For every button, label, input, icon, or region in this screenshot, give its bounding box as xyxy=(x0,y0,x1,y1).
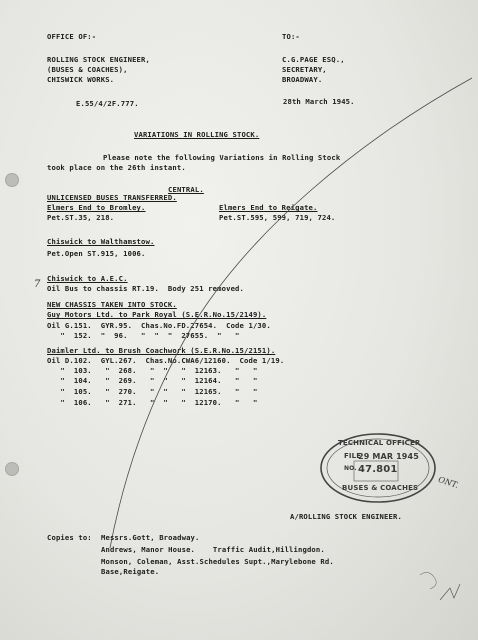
stamp-no-label: NO. xyxy=(344,465,357,472)
chassis-row: " 105. " 270. " " " 12165. " " xyxy=(47,387,258,396)
intro-line: took place on the 26th instant. xyxy=(47,163,186,172)
section-heading-unlicensed: UNLICENSED BUSES TRANSFERRED. xyxy=(47,193,177,202)
section-heading-central: CENTRAL. xyxy=(168,185,204,194)
to-label: TO:- xyxy=(282,32,300,41)
document-title: VARIATIONS IN ROLLING STOCK. xyxy=(134,130,260,139)
copies-line: Monson, Coleman, Asst.Schedules Supt.,Marylebone Rd. xyxy=(101,557,334,566)
chassis-row: " 103. " 268. " " " 12163. " " xyxy=(47,366,258,375)
transfer-route: Elmers End to Bromley. xyxy=(47,203,146,212)
from-line: (BUSES & COACHES), xyxy=(47,65,128,74)
stamp-bottom-text: BUSES & COACHES xyxy=(342,484,419,492)
chassis-row: " 152. " 96. " " " 27655. " " xyxy=(47,331,240,340)
copies-line: Messrs.Gott, Broadway. xyxy=(101,533,200,542)
chassis-row: " 106. " 271. " " " 12170. " " xyxy=(47,398,258,407)
transfer-route: Chiswick to A.E.C. xyxy=(47,274,128,283)
from-line: CHISWICK WORKS. xyxy=(47,75,115,84)
transfer-route: Chiswick to Walthamstow. xyxy=(47,237,155,246)
chassis-row: Oil D.102. GYL.267. Chas.No.CWA6/12160. Code 1/19. xyxy=(47,356,285,365)
transfer-details: Pet.ST.595, 599, 719, 724. xyxy=(219,213,336,222)
chassis-row: Oil G.151. GYR.95. Chas.No.FD.27654. Code 1/30. xyxy=(47,321,271,330)
stamp-note: ONT. xyxy=(437,474,460,491)
copies-line: Base,Reigate. xyxy=(101,567,160,576)
section-heading-new-chassis: NEW CHASSIS TAKEN INTO STOCK. xyxy=(47,300,177,309)
from-label: OFFICE OF:- xyxy=(47,32,97,41)
signature-line: A/ROLLING STOCK ENGINEER. xyxy=(290,512,402,521)
to-line: C.G.PAGE ESQ., xyxy=(282,55,345,64)
reference-number: E.55/4/2F.777. xyxy=(76,99,139,108)
to-line: SECRETARY, xyxy=(282,65,327,74)
chassis-row: " 104. " 269. " " " 12164. " " xyxy=(47,376,258,385)
copies-line: Andrews, Manor House. Traffic Audit,Hillingdon. xyxy=(101,545,325,554)
received-stamp xyxy=(318,431,438,505)
stamp-file-label: FILE xyxy=(344,452,362,460)
to-line: BROADWAY. xyxy=(282,75,323,84)
transfer-details: Pet.ST.35, 218. xyxy=(47,213,115,222)
daimler-heading: Daimler Ltd. to Brush Coachwork (S.E.R.No.15/2151). xyxy=(47,346,276,355)
guy-heading: Guy Motors Ltd. to Park Royal (S.E.R.No.15/2149). xyxy=(47,310,267,319)
stamp-top-text: TECHNICAL OFFICER xyxy=(338,439,421,447)
transfer-details: Pet.Open ST.915, 1006. xyxy=(47,249,146,258)
copies-label: Copies to: xyxy=(47,533,92,542)
from-line: ROLLING STOCK ENGINEER, xyxy=(47,55,150,64)
transfer-details: Oil Bus to chassis RT.19. Body 251 removed. xyxy=(47,284,244,293)
intro-line: Please note the following Variations in Rolling Stock xyxy=(103,153,341,162)
stamp-date: 29 MAR 1945 xyxy=(358,452,419,461)
margin-mark: 7 xyxy=(34,279,41,290)
transfer-route: Elmers End to Reigate. xyxy=(219,203,318,212)
letter-date: 28th March 1945. xyxy=(283,97,355,106)
stamp-number: 47.801 xyxy=(358,464,398,475)
